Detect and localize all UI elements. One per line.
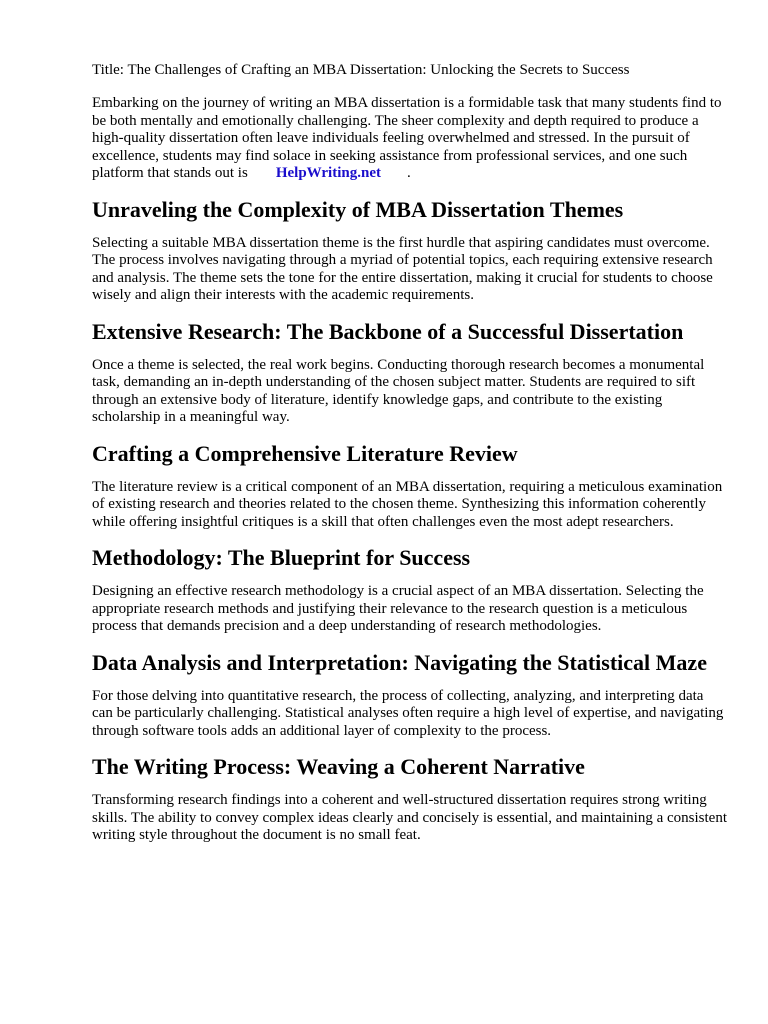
section-writing-process bbox=[92, 754, 728, 845]
helpwriting-link[interactable]: HelpWriting.net bbox=[275, 165, 381, 181]
section-body: The literature review is a critical component of an MBA dissertation, requiring a meticulous examination of existing research and theories related to the chosen theme. Synthesizing this information coherently while offering insightful critiques is a skill that often challenges even the most adept researchers. bbox=[92, 478, 723, 530]
section-body: Designing an effective research methodology is a crucial aspect of an MBA dissertation. Selecting the appropriate research methods and justifying their relevance to the research question is a meticulous process that demands precision and a deep understanding of research methodologies. bbox=[92, 583, 704, 634]
section-body: Transforming research findings into a coherent and well-structured dissertation requires strong writing skills. The ability to convey complex ideas clearly and concisely is essential, and maintaining a consistent writing style throughout the document is no small feat. bbox=[92, 792, 727, 843]
section-methodology bbox=[92, 545, 728, 636]
intro-text: Embarking on the journey of writing an MBA dissertation is a formidable task that many students find to be both mentally and emotionally challenging. The sheer complexity and depth required to produce a high-quality dissertation often leave individuals feeling overwhelmed and stressed. In the pursuit of excellence, students may find solace in seeking assistance from professional services, and one such platform that stands out is bbox=[92, 95, 722, 181]
intro-paragraph bbox=[92, 95, 728, 183]
section-body: For those delving into quantitative research, the process of collecting, analyzing, and interpreting data can be particularly challenging. Statistical analyses often require a high level of expertise, and navigating through software tools adds an additional layer of complexity to the process. bbox=[92, 687, 724, 739]
section-literature-review bbox=[92, 441, 728, 532]
section-themes bbox=[92, 197, 728, 305]
section-heading: Unraveling the Complexity of MBA Dissertation Themes bbox=[92, 196, 624, 222]
section-heading: Extensive Research: The Backbone of a Successful Dissertation bbox=[92, 318, 684, 344]
section-research bbox=[92, 319, 728, 427]
section-heading: Crafting a Comprehensive Literature Review bbox=[92, 440, 518, 466]
intro-period: . bbox=[406, 165, 411, 181]
section-body: Selecting a suitable MBA dissertation theme is the first hurdle that aspiring candidates must overcome. The process involves navigating through a myriad of potential topics, each requiring extensive research and analysis. The theme sets the tone for the entire dissertation, making it crucial for students to choose wisely and align their interests with the academic requirements. bbox=[92, 234, 713, 303]
section-body: Once a theme is selected, the real work begins. Conducting thorough research becomes a monumental task, demanding an in-depth understanding of the chosen subject matter. Students are required to sift through an extensive body of literature, identify knowledge gaps, and contribute to the existing scholarship in a meaningful way. bbox=[92, 356, 705, 425]
section-data-analysis bbox=[92, 650, 728, 741]
document-title: Title: The Challenges of Crafting an MBA Dissertation: Unlocking the Secrets to Success bbox=[92, 62, 630, 78]
section-heading: Methodology: The Blueprint for Success bbox=[92, 545, 471, 570]
section-heading: Data Analysis and Interpretation: Navigating the Statistical Maze bbox=[92, 649, 707, 675]
section-heading: The Writing Process: Weaving a Coherent Narrative bbox=[92, 754, 585, 779]
